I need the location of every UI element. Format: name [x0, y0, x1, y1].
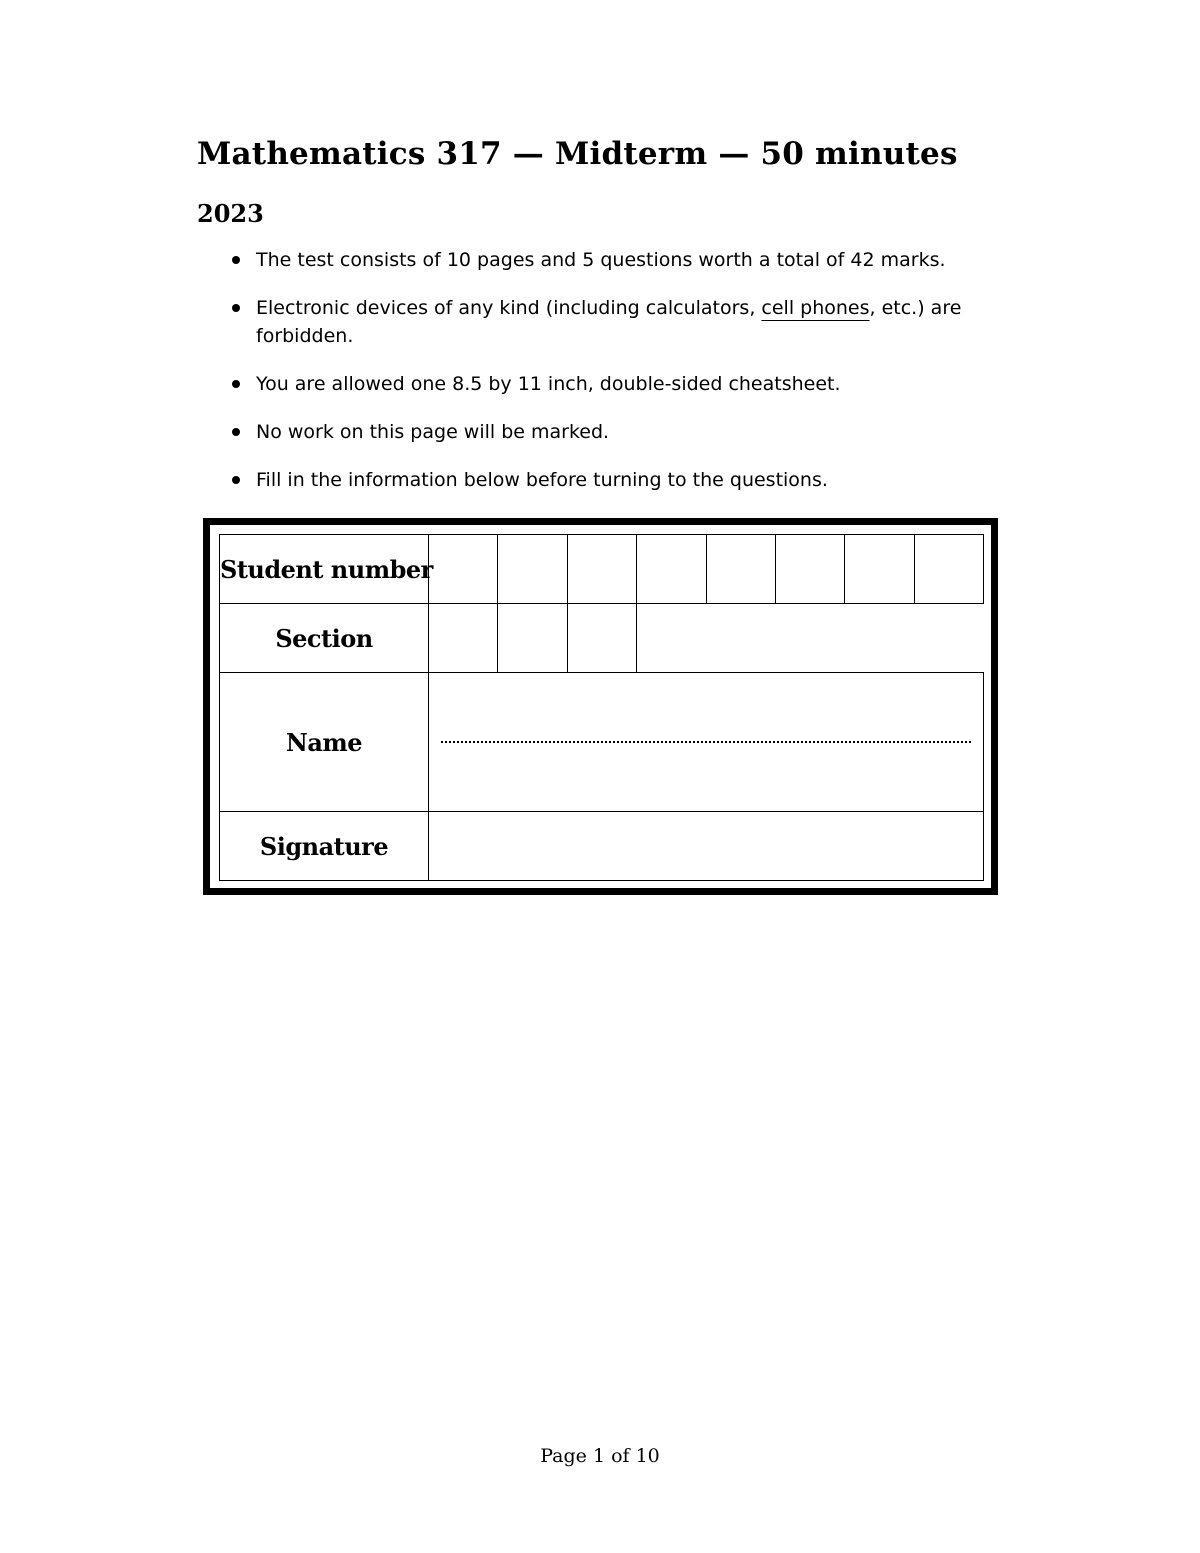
student-number-digit-box[interactable]	[914, 535, 984, 604]
section-label: Section	[220, 604, 429, 673]
signature-row	[220, 812, 984, 881]
instruction-text-start: Electronic devices of any kind (including calculators,	[256, 297, 762, 319]
instruction-underlined-text: cell phones	[761, 297, 870, 319]
section-blank-area	[637, 604, 984, 673]
exam-year: 2023	[197, 199, 264, 228]
section-digit-box[interactable]	[567, 604, 636, 673]
name-row	[220, 673, 984, 812]
student-number-digit-box[interactable]	[498, 535, 567, 604]
name-label: Name	[220, 673, 429, 812]
student-number-digit-box[interactable]	[637, 535, 706, 604]
student-number-digit-box[interactable]	[567, 535, 636, 604]
student-number-digit-box[interactable]	[706, 535, 775, 604]
instruction-text: You are allowed one 8.5 by 11 inch, double-sided cheatsheet.	[256, 373, 841, 395]
student-info-table	[219, 534, 984, 881]
instruction-item	[230, 370, 1020, 398]
instruction-text: The test consists of 10 pages and 5 questions worth a total of 42 marks.	[256, 249, 946, 271]
page-number: Page 1 of 10	[540, 1445, 660, 1467]
section-digit-box[interactable]	[498, 604, 567, 673]
instruction-text-end: , etc.) are forbidden.	[256, 297, 962, 347]
bullet-icon	[232, 304, 240, 312]
name-field[interactable]	[429, 673, 984, 812]
instruction-text: Fill in the information below before turning to the questions.	[256, 469, 828, 491]
instruction-item	[230, 466, 1020, 494]
name-dotted-line	[441, 741, 971, 743]
bullet-icon	[232, 380, 240, 388]
bullet-icon	[232, 476, 240, 484]
signature-label: Signature	[220, 812, 429, 881]
section-row	[220, 604, 984, 673]
instruction-text: No work on this page will be marked.	[256, 421, 610, 443]
student-number-digit-box[interactable]	[845, 535, 914, 604]
bullet-icon	[232, 428, 240, 436]
instruction-item	[230, 418, 1020, 446]
instruction-item	[230, 246, 1020, 274]
section-digit-box[interactable]	[429, 604, 498, 673]
student-info-box	[203, 518, 998, 895]
signature-field[interactable]	[429, 812, 984, 881]
instructions-list	[230, 246, 1020, 514]
student-number-label: Student number	[220, 535, 429, 604]
student-number-digit-box[interactable]	[775, 535, 844, 604]
exam-title: Mathematics 317 — Midterm — 50 minutes	[197, 136, 958, 172]
instruction-item	[230, 294, 1020, 350]
bullet-icon	[232, 256, 240, 264]
student-number-digit-box[interactable]	[429, 535, 498, 604]
student-number-row	[220, 535, 984, 604]
